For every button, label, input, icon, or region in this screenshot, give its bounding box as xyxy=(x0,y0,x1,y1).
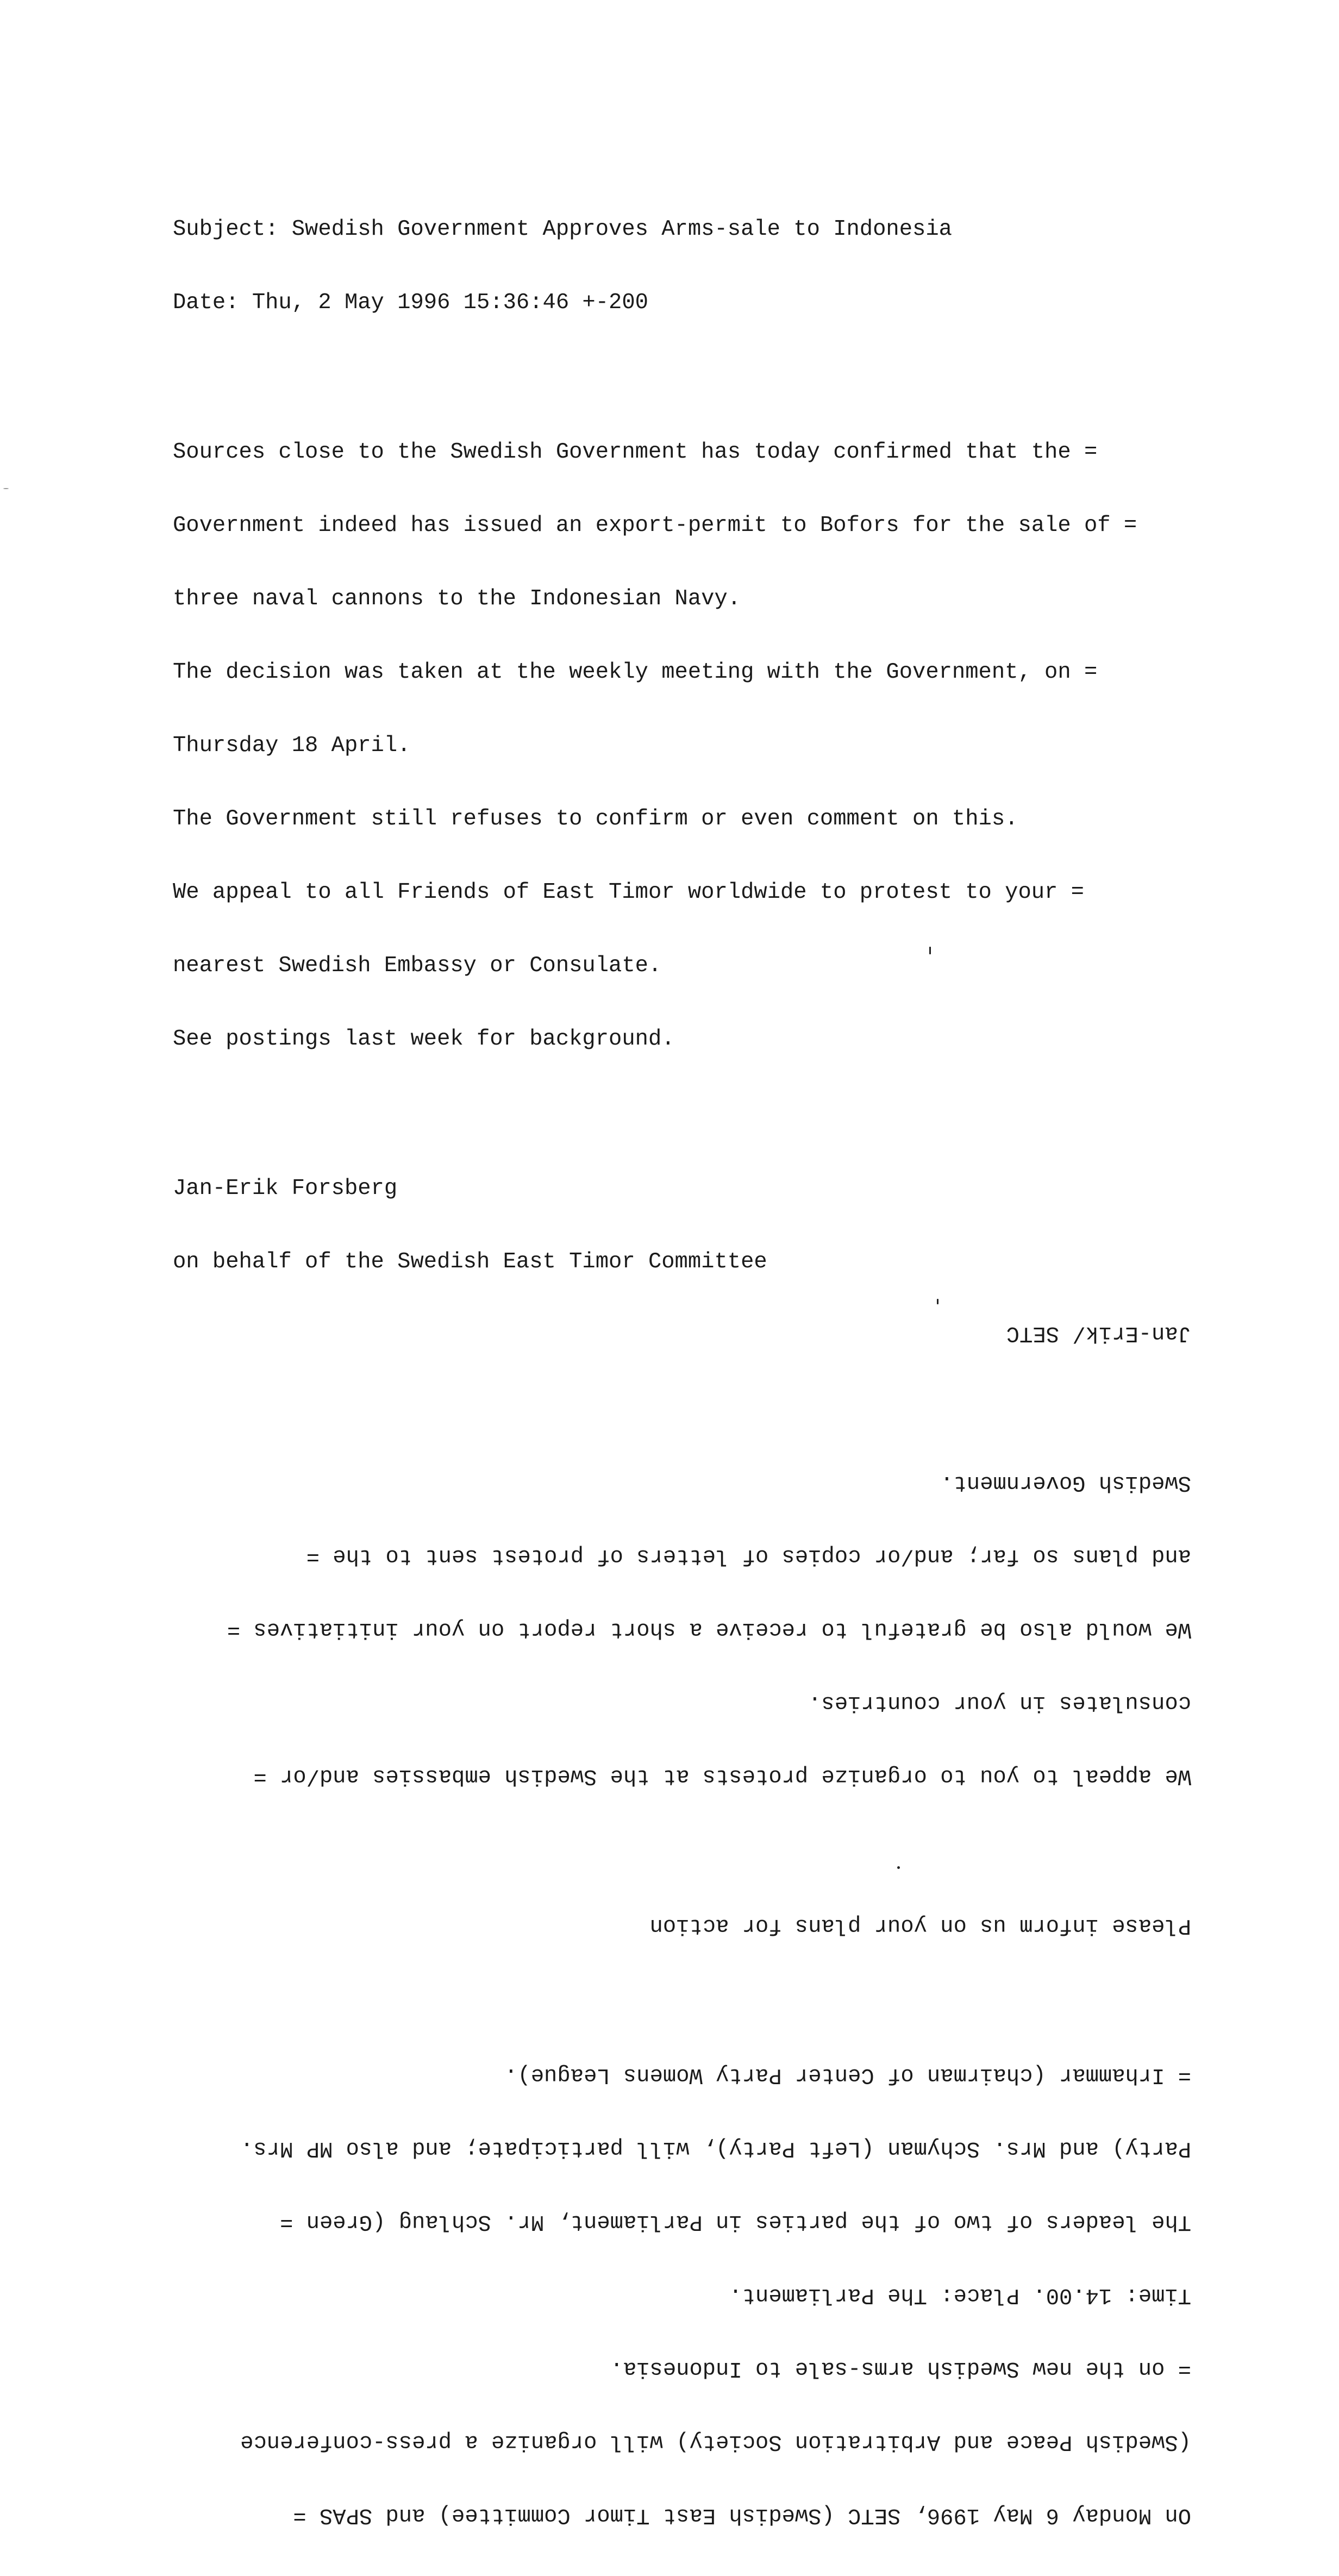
body-line: See postings last week for background. xyxy=(173,1027,675,1052)
body-line: three naval cannons to the Indonesian Navy. xyxy=(173,586,741,611)
email-subject: Subject: Swedish Government Approves Arms-sale to Indonesia xyxy=(173,217,952,242)
signature-name: Jan-Erik/ SETC xyxy=(1006,1321,1191,1346)
body-line: Time: 14.00. Place: The Parliament. xyxy=(729,2283,1191,2308)
body-line: consulates in your countries. xyxy=(808,1690,1191,1715)
body-line: and plans so far; and/or copies of letters of protest sent to the = xyxy=(306,1543,1191,1568)
scan-speck xyxy=(897,1866,900,1869)
spacer xyxy=(191,1837,1191,1864)
email-date: Date: Thu, 2 May 1996 15:36:46 +-200 xyxy=(173,290,648,315)
body-line: (Swedish Peace and Arbitration Society) will organize a press-conference xyxy=(240,2429,1191,2454)
scan-speck xyxy=(937,1299,938,1304)
spacer xyxy=(191,1394,1191,1421)
body-line: On Monday 6 May 1996, SETC (Swedish East Timor Committee) and SPAS = xyxy=(293,2503,1191,2528)
spacer xyxy=(173,364,1137,391)
body-line: Thursday 18 April. xyxy=(173,733,411,758)
body-line: Party) and Mrs. Schyman (Left Party), will participate; and also MP Mrs. xyxy=(240,2136,1191,2161)
scan-speck xyxy=(929,947,931,954)
scan-speck xyxy=(3,488,9,489)
body-line: The decision was taken at the weekly meeting with the Government, on = xyxy=(173,660,1098,685)
body-line: We would also be grateful to receive a short report on your initiatives = xyxy=(227,1617,1191,1642)
action-request: Please inform us on your plans for action xyxy=(649,1913,1191,1938)
body-line: nearest Swedish Embassy or Consulate. xyxy=(173,953,662,978)
body-line: The Government still refuses to confirm or even comment on this. xyxy=(173,806,1018,831)
body-line: = on the new Swedish arms-sale to Indonesia. xyxy=(610,2356,1191,2381)
body-line: We appeal to all Friends of East Timor worldwide to protest to your = xyxy=(173,880,1084,905)
spacer xyxy=(173,1101,1137,1128)
body-line: Sources close to the Swedish Government has today confirmed that the = xyxy=(173,440,1098,465)
spacer xyxy=(191,1986,1191,2014)
body-line: The leaders of two of the parties in Parliament, Mr. Schlaug (Green = xyxy=(280,2209,1191,2234)
body-line: We appeal to you to organize protests at the Swedish embassies and/or = xyxy=(253,1764,1191,1789)
body-line: = Irhammar (chairman of Center Party Womens League). xyxy=(504,2062,1191,2087)
email-message-upright xyxy=(173,168,1137,1323)
body-line: Swedish Government. xyxy=(940,1470,1191,1495)
signature-org: on behalf of the Swedish East Timor Committee xyxy=(173,1249,767,1274)
email-message-upside-down xyxy=(191,1272,1191,2576)
signature-name: Jan-Erik Forsberg xyxy=(173,1176,398,1201)
body-line: Government indeed has issued an export-permit to Bofors for the sale of = xyxy=(173,513,1137,538)
